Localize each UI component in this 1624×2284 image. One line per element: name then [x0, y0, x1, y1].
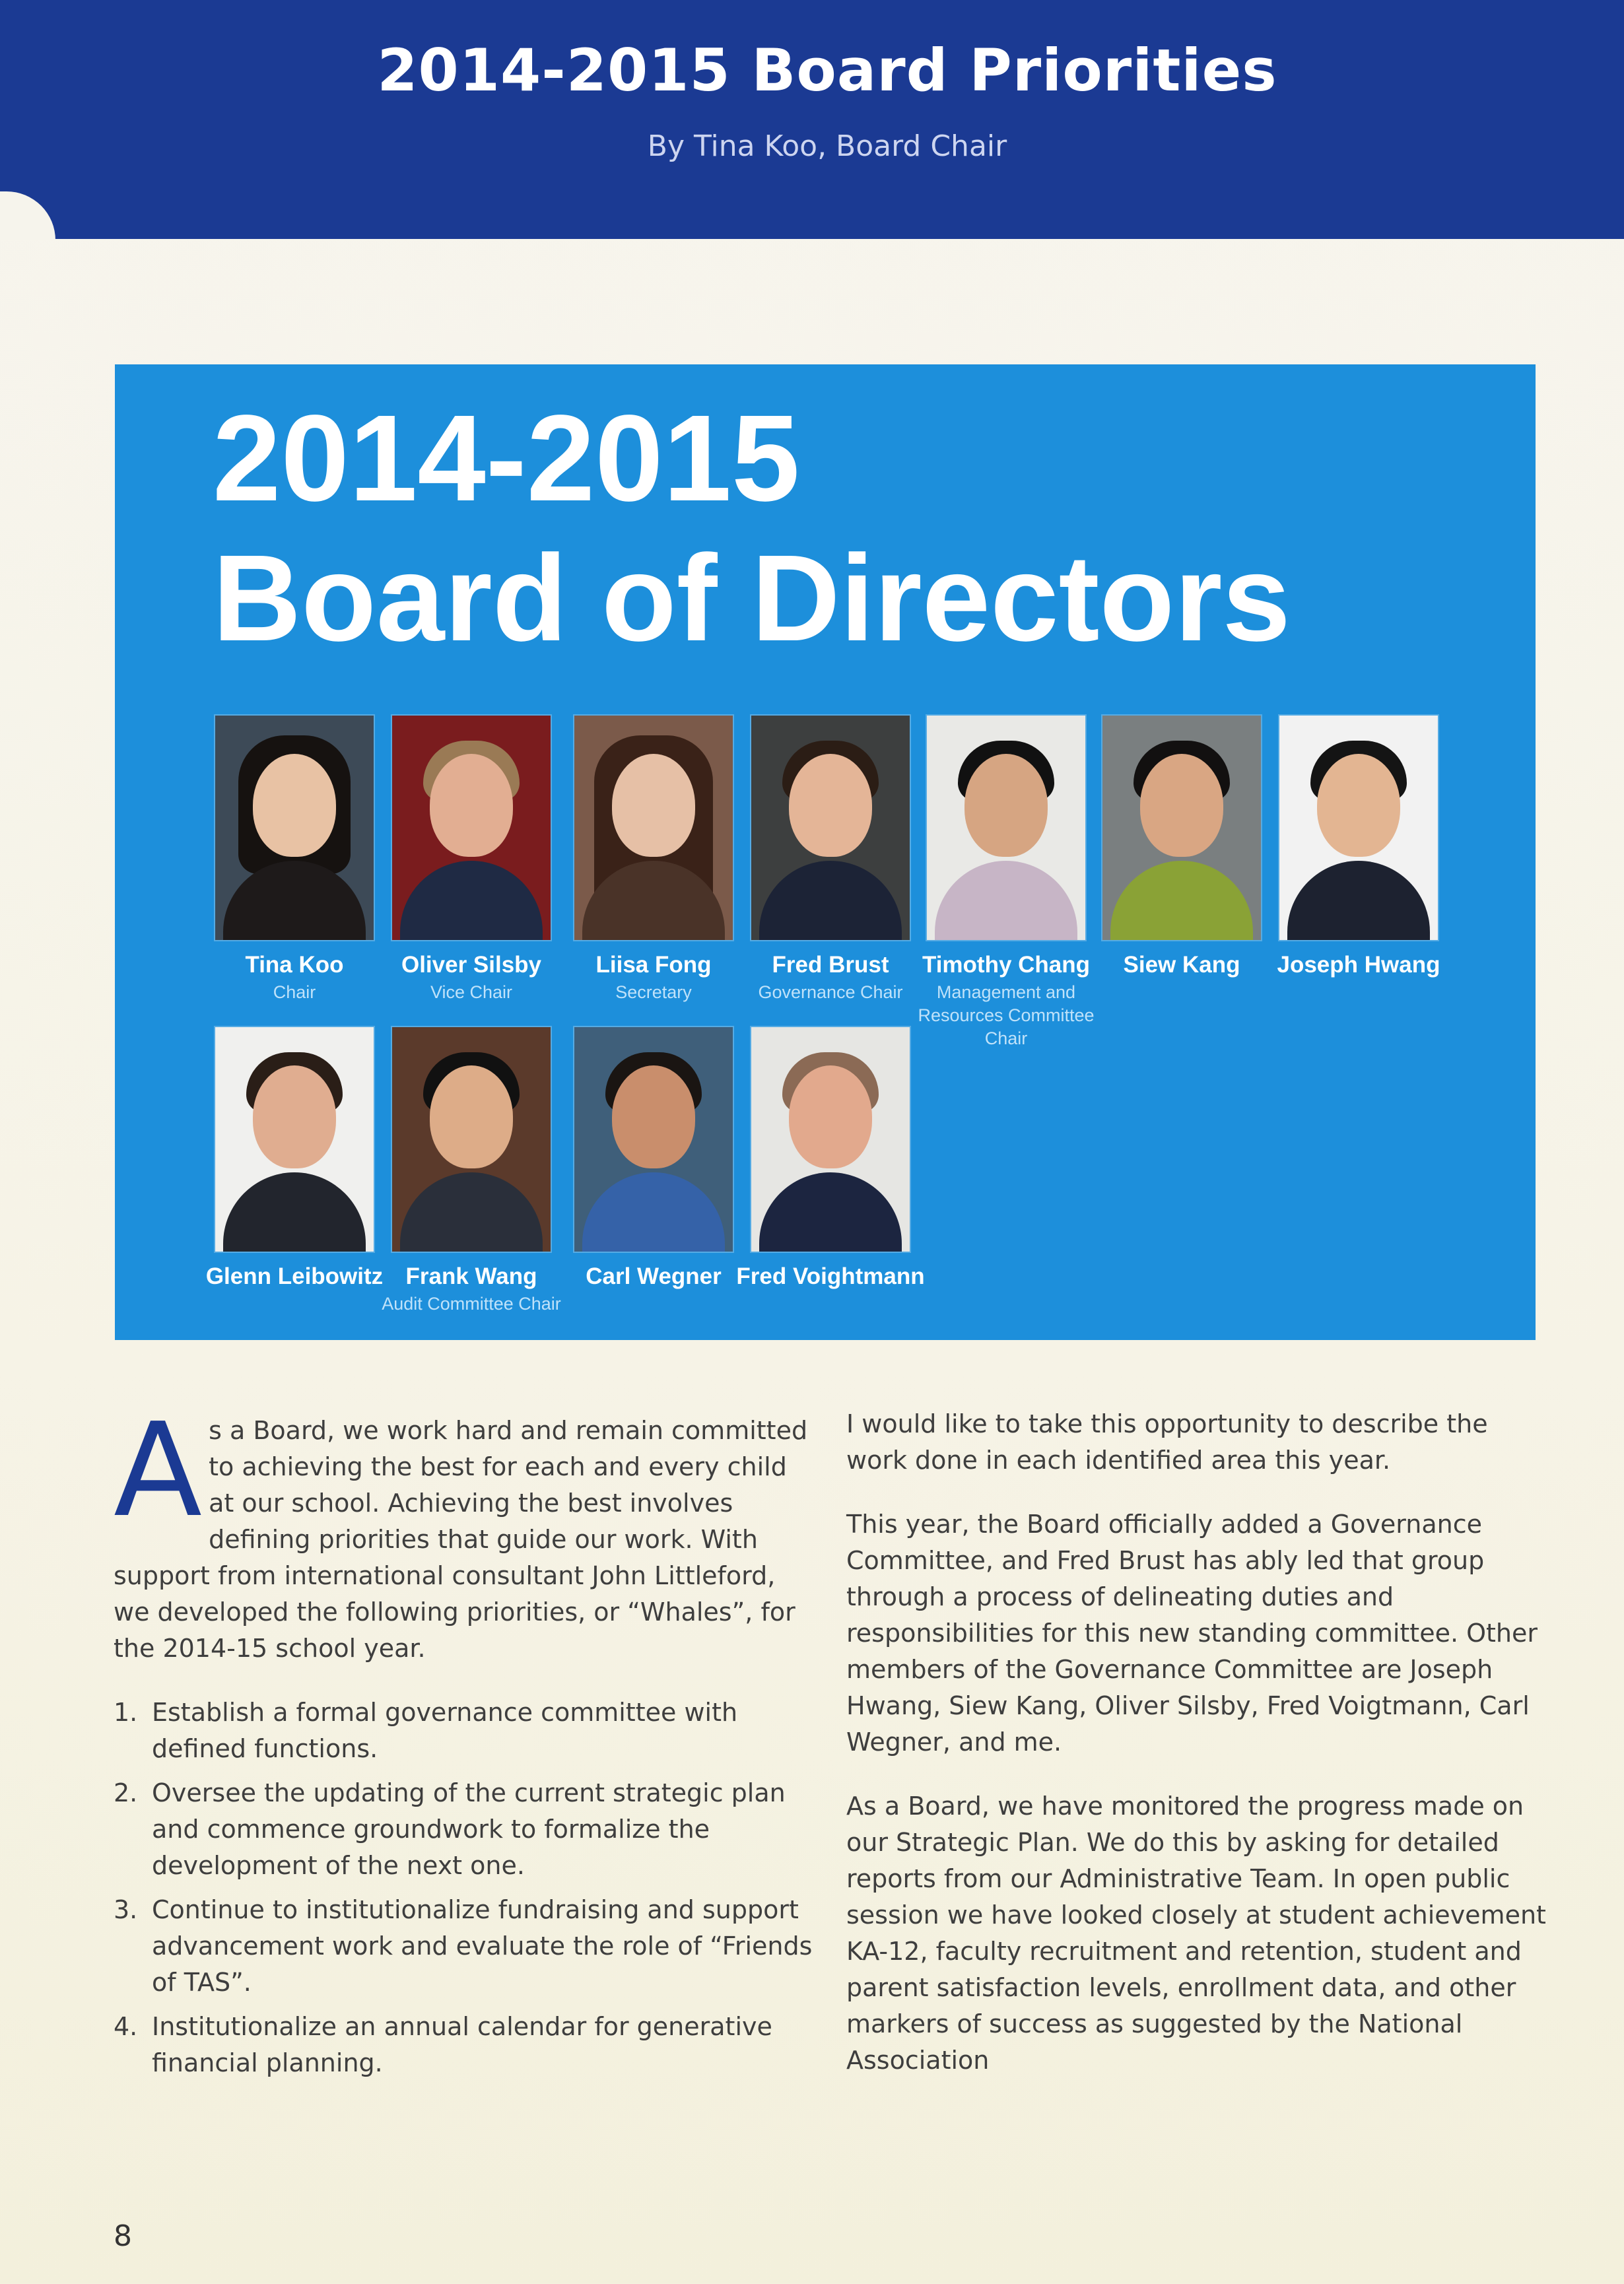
member-glenn-leibowitz [195, 1027, 393, 1293]
member-name: Frank Wang [405, 1263, 537, 1289]
board-of-directors-panel [115, 364, 1536, 1340]
member-photo [574, 716, 733, 940]
list-item [114, 2009, 813, 2081]
member-name: Timothy Chang [922, 952, 1091, 978]
page-number: 8 [114, 2219, 132, 2253]
member-name: Glenn Leibowitz [205, 1263, 384, 1289]
body-paragraph: As a Board, we have monitored the progress made on our Strategic Plan. We do this by asking for detailed reports from our Administrative Team. In open public session we have looked closely at student achievement KA-12, faculty recruitment and retention, student and parent satisfaction levels, enrollment data, and other markers of success as suggested by the National Association [846, 1792, 1546, 2075]
list-number: 1. [114, 1698, 138, 1727]
body-paragraph: This year, the Board officially added a Governance Committee, and Fred Brust has ably led that group through a process of delineating duties and responsibilities for this new standing committee. Other members of the Governance Committee are Joseph Hwang, Siew Kang, Oliver Silsby, Fred Voigtmann, Carl Wegner, and me. [846, 1510, 1538, 1757]
member-name: Liisa Fong [595, 952, 712, 978]
panel-title-year: 2014-2015 [213, 390, 800, 527]
member-tina-koo [195, 716, 393, 1004]
member-name: Carl Wegner [586, 1263, 722, 1289]
body-paragraph: I would like to take this opportunity to describe the work done in each identified area this year. [846, 1409, 1488, 1475]
member-photo [574, 1027, 733, 1252]
member-siew-kang [1083, 716, 1281, 981]
intro-text: s a Board, we work hard and remain committed to achieving the best for each and every child at our school. Achieving the best involves defining priorities that guide our work. With support from international consultant John Littleford, we developed the following priorities, or “Whales”, for the 2014-15 school year. [114, 1416, 808, 1663]
member-name: Siew Kang [1123, 952, 1240, 978]
member-role: Management and Resources Committee Chair [918, 982, 1095, 1048]
member-name: Fred Brust [772, 952, 889, 978]
member-frank-wang [372, 1027, 570, 1316]
member-photo [751, 716, 910, 940]
list-number: 2. [114, 1778, 138, 1807]
list-text: Establish a formal governance committee with defined functions. [152, 1698, 738, 1763]
page-byline: By Tina Koo, Board Chair [647, 129, 1007, 163]
member-timothy-chang [907, 716, 1105, 1050]
member-fred-voightmann [731, 1027, 930, 1293]
member-photo [392, 1027, 551, 1252]
member-role: Audit Committee Chair [382, 1294, 561, 1314]
list-item [114, 1695, 813, 1767]
list-text: Institutionalize an annual calendar for generative financial planning. [152, 2012, 772, 2077]
member-photo [1102, 716, 1261, 940]
page-header [0, 0, 1624, 239]
member-photo [215, 1027, 374, 1252]
member-photo [215, 716, 374, 940]
member-name: Tina Koo [245, 952, 344, 978]
member-carl-wegner [555, 1027, 753, 1293]
drop-cap: A [114, 1395, 203, 1546]
member-joseph-hwang [1260, 716, 1458, 981]
member-role: Vice Chair [430, 982, 513, 1002]
member-photo [392, 716, 551, 940]
member-fred-brust [731, 716, 930, 1004]
member-name: Oliver Silsby [401, 952, 542, 978]
list-item [114, 1775, 813, 1884]
member-role: Secretary [615, 982, 692, 1002]
member-photo [751, 1027, 910, 1252]
panel-title-heading: Board of Directors [213, 530, 1291, 667]
member-role: Governance Chair [758, 982, 903, 1002]
list-number: 4. [114, 2012, 138, 2041]
member-photo [1279, 716, 1438, 940]
member-name: Joseph Hwang [1277, 952, 1440, 978]
list-text: Oversee the updating of the current strategic plan and commence groundwork to formalize the development of the next one. [152, 1778, 786, 1880]
list-text: Continue to institutionalize fundraising and support advancement work and evaluate the role of “Friends of TAS”. [152, 1895, 813, 1997]
article-left-column [114, 1395, 813, 2089]
priorities-list [114, 1695, 813, 2081]
member-photo [927, 716, 1085, 940]
list-number: 3. [114, 1895, 138, 1924]
article-right-column [846, 1406, 1546, 2106]
intro-paragraph [114, 1395, 813, 1667]
page-title: 2014-2015 Board Priorities [377, 36, 1277, 104]
member-liisa-fong [555, 716, 753, 1004]
member-name: Fred Voightmann [736, 1263, 925, 1289]
member-role: Chair [273, 982, 316, 1002]
list-item [114, 1892, 813, 2001]
member-oliver-silsby [372, 716, 570, 1004]
